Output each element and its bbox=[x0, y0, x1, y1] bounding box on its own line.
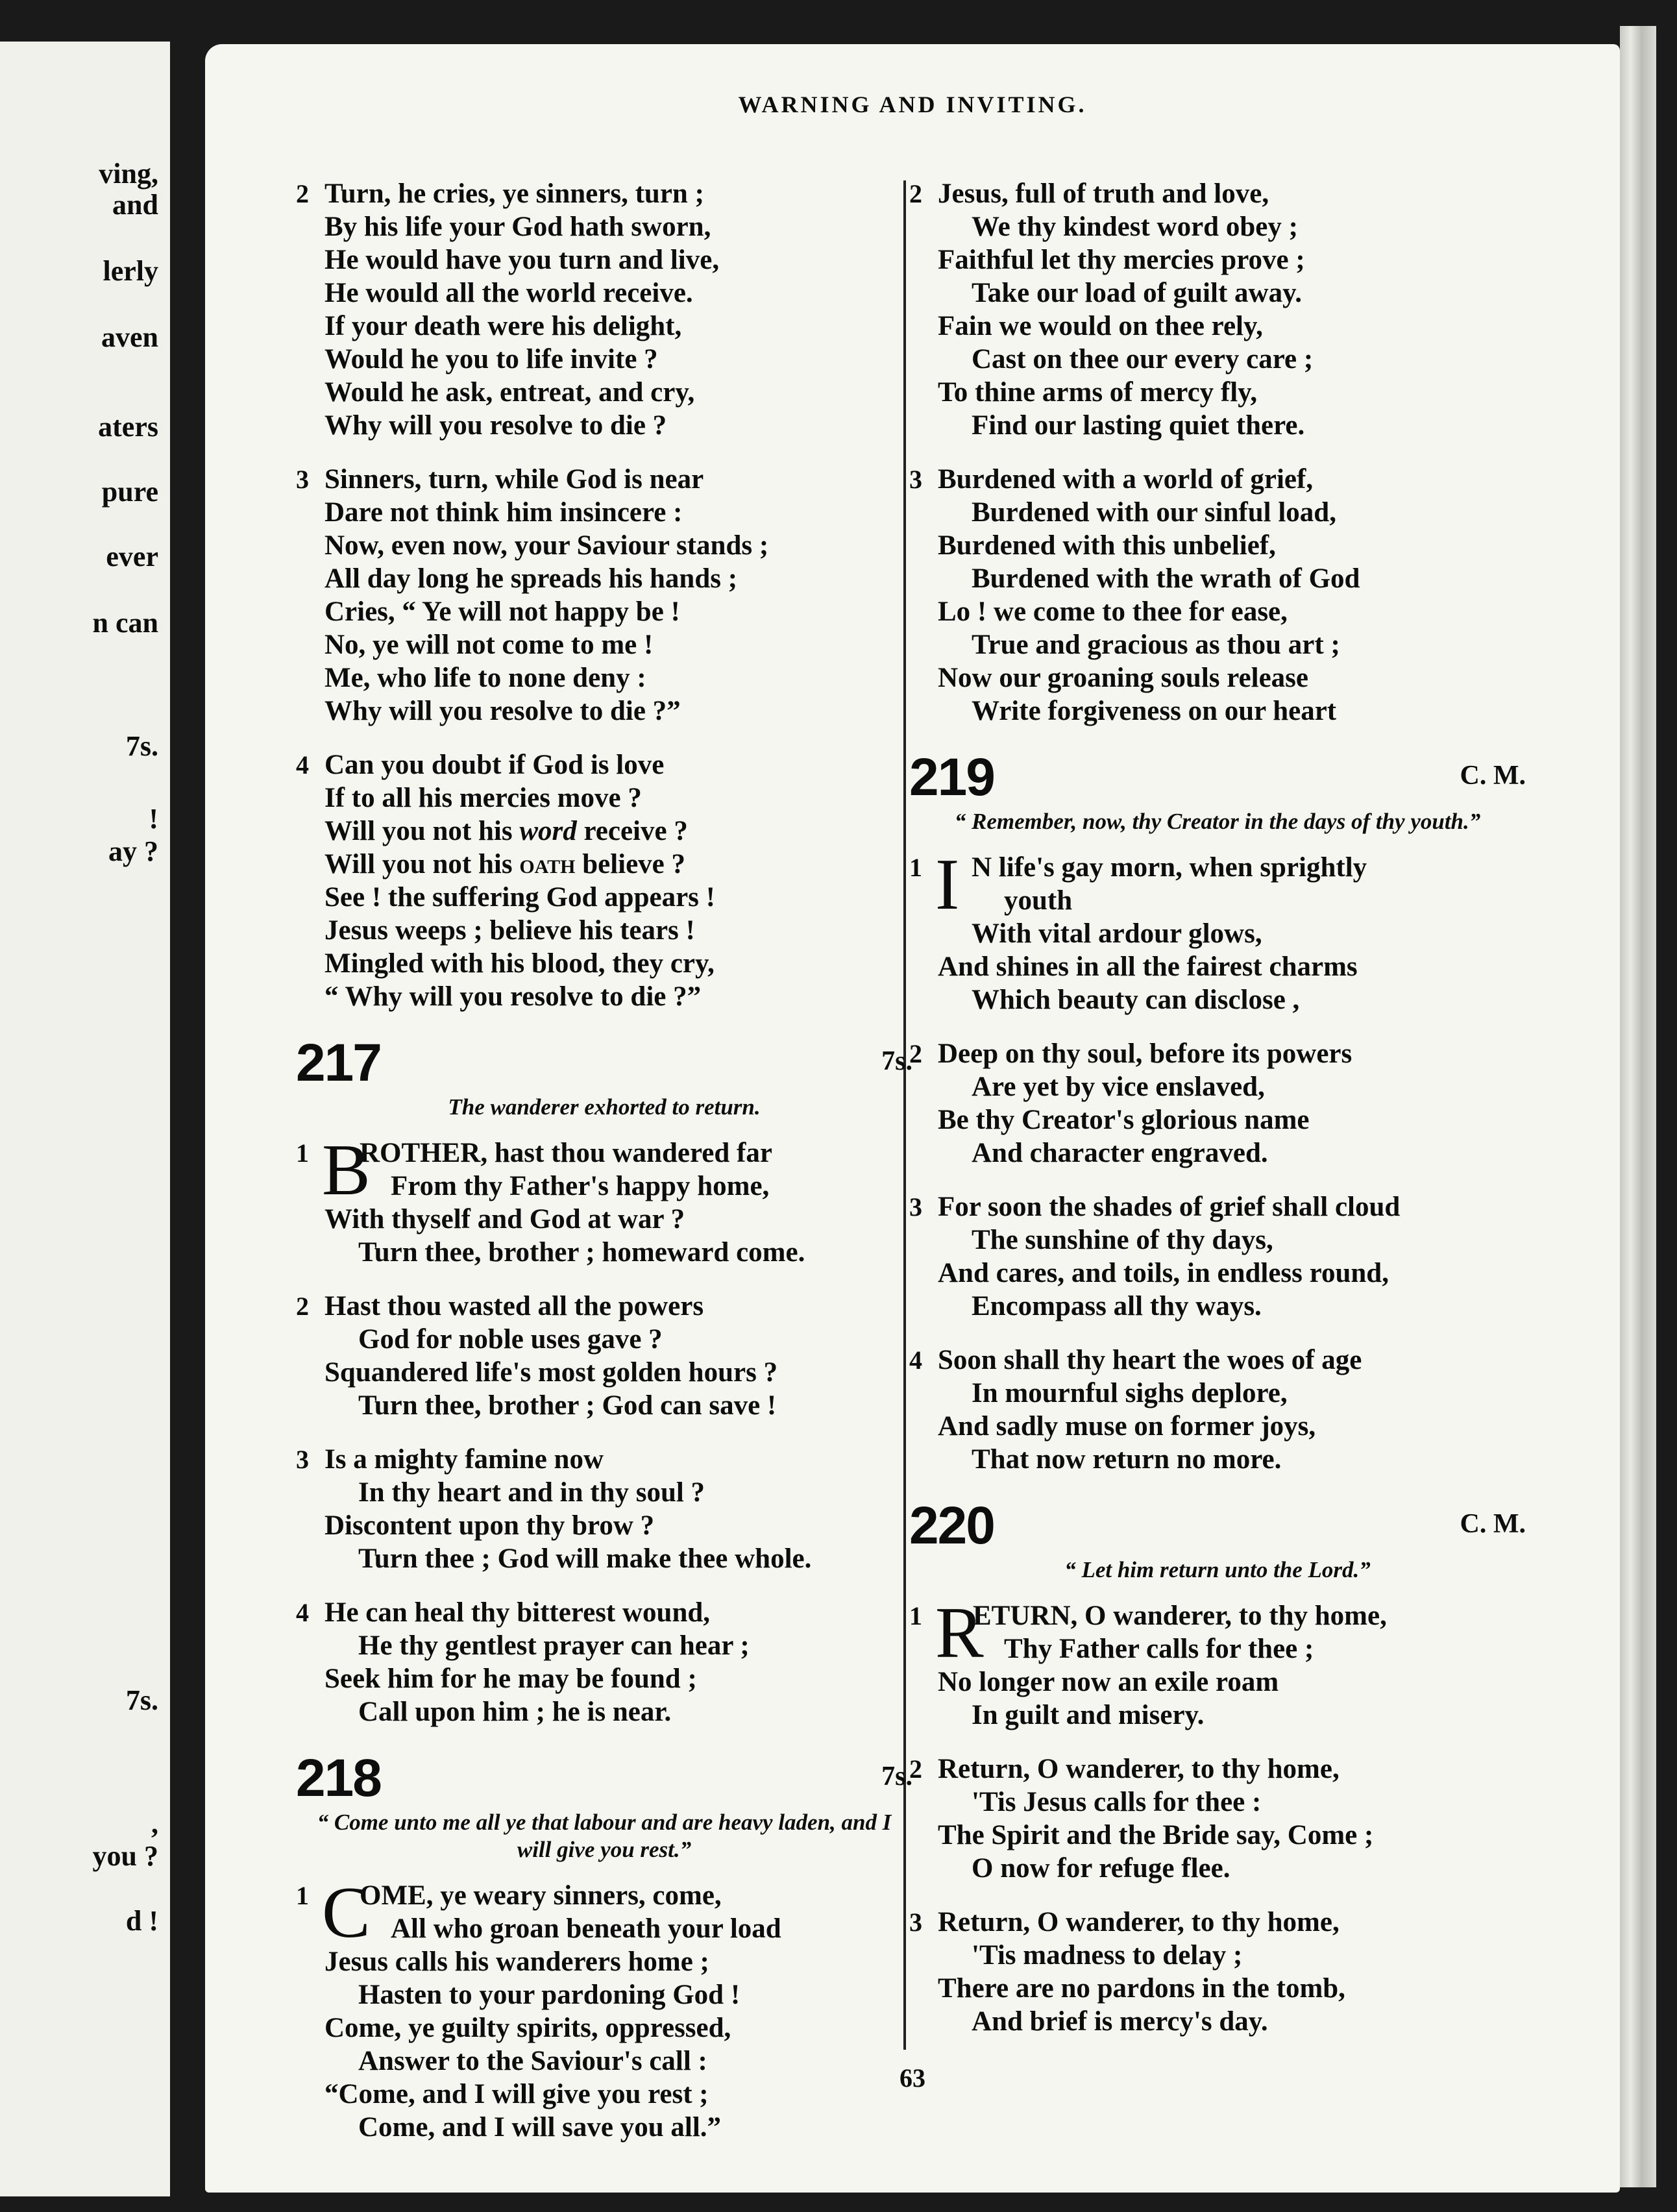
hymn-header bbox=[296, 1034, 912, 1094]
verse-line: Burdened with a world of grief, bbox=[938, 464, 1314, 495]
verse bbox=[909, 844, 1526, 1016]
verse-line: He can heal thy bitterest wound, bbox=[324, 1597, 711, 1628]
verse-line: He would all the world receive. bbox=[324, 278, 693, 308]
verse-line bbox=[296, 815, 912, 848]
hymn-meter: C. M. bbox=[1460, 1509, 1526, 1539]
verse-line: And sadly muse on former joys, bbox=[938, 1411, 1316, 1442]
verse-line: For soon the shades of grief shall cloud bbox=[938, 1192, 1401, 1222]
verse bbox=[909, 1190, 1526, 1323]
verse bbox=[296, 1873, 912, 2144]
verse-line: Fain we would on thee rely, bbox=[938, 311, 1263, 341]
verse-line: “ Why will you resolve to die ?” bbox=[324, 981, 702, 1012]
verse bbox=[909, 1906, 1526, 2038]
verse bbox=[296, 1290, 912, 1422]
verse-line: With thyself and God at war ? bbox=[324, 1204, 685, 1235]
page-edge bbox=[1620, 26, 1656, 2187]
verse bbox=[909, 463, 1526, 728]
running-head: WARNING AND INVITING. bbox=[738, 92, 1087, 117]
verse-line: Lo ! we come to thee for ease, bbox=[938, 596, 1288, 627]
text-run: Will you not his bbox=[324, 816, 520, 846]
verse-line: Burdened with this unbelief, bbox=[938, 530, 1276, 561]
verse-line: Return, O wanderer, to thy home, bbox=[938, 1754, 1340, 1784]
verse-number: 4 bbox=[296, 1598, 309, 1627]
verse-line: By his life your God hath sworn, bbox=[324, 212, 711, 242]
verse-line: Come, and I will save you all.” bbox=[358, 2112, 722, 2143]
fragment-text: aters bbox=[98, 411, 158, 443]
fragment-text: , bbox=[151, 1808, 158, 1839]
hymn-epigraph: “ Come unto me all ye that labour and are heavy laden, and I will give you rest.” bbox=[317, 1810, 892, 1862]
verse-line: ROTHER, hast thou wandered far bbox=[360, 1138, 772, 1168]
fragment-text: ! bbox=[149, 803, 158, 835]
verse-line: Turn, he cries, ye sinners, turn ; bbox=[324, 178, 704, 209]
verse-number: 1 bbox=[296, 1881, 309, 1910]
verse-line: Discontent upon thy brow ? bbox=[324, 1510, 655, 1541]
verse-line: Jesus weeps ; believe his tears ! bbox=[324, 915, 695, 946]
verse-line: Are yet by vice enslaved, bbox=[972, 1072, 1265, 1102]
verse bbox=[296, 1596, 912, 1728]
hymn-meter: C. M. bbox=[1460, 761, 1526, 791]
verse-line: All day long he spreads his hands ; bbox=[324, 563, 738, 594]
verse-line: Can you doubt if God is love bbox=[324, 750, 665, 780]
left-page-fragment bbox=[0, 42, 170, 2196]
verse-line: Burdened with the wrath of God bbox=[972, 563, 1360, 594]
drop-cap: I bbox=[935, 844, 960, 925]
verse-line: God for noble uses gave ? bbox=[358, 1324, 663, 1355]
right-column bbox=[909, 177, 1526, 2059]
verse-line: And character engraved. bbox=[972, 1138, 1268, 1168]
verse-line: No longer now an exile roam bbox=[938, 1667, 1279, 1697]
verse-line: Cries, “ Ye will not happy be ! bbox=[324, 596, 680, 627]
verse-line: Faithful let thy mercies prove ; bbox=[938, 245, 1305, 275]
verse-line: Sinners, turn, while God is near bbox=[324, 464, 704, 495]
verse-line: See ! the suffering God appears ! bbox=[324, 882, 715, 913]
verse bbox=[296, 177, 912, 442]
verse-line: We thy kindest word obey ; bbox=[972, 212, 1298, 242]
verse-line: Hasten to your pardoning God ! bbox=[358, 1980, 741, 2010]
hymn-header bbox=[909, 1497, 1526, 1556]
verse-line: Would he you to life invite ? bbox=[324, 344, 658, 375]
verse-line: Why will you resolve to die ? bbox=[324, 410, 667, 441]
verse-line: OME, ye weary sinners, come, bbox=[360, 1880, 722, 1911]
verse-line: With vital ardour glows, bbox=[972, 918, 1262, 949]
page-number: 63 bbox=[900, 2063, 925, 2093]
verse-line: Take our load of guilt away. bbox=[972, 278, 1302, 308]
verse-line: Encompass all thy ways. bbox=[972, 1291, 1262, 1321]
left-column bbox=[296, 177, 912, 2165]
verse-number: 3 bbox=[296, 1445, 309, 1474]
hymn-epigraph: “ Remember, now, thy Creator in the days of thy youth.” bbox=[954, 809, 1481, 834]
verse-number: 1 bbox=[909, 1601, 922, 1630]
hymn-meter: 7s. bbox=[881, 1046, 912, 1076]
verse-line: “Come, and I will give you rest ; bbox=[324, 2079, 709, 2109]
verse-line: ETURN, O wanderer, to thy home, bbox=[973, 1601, 1387, 1631]
verse-line: From thy Father's happy home, bbox=[391, 1171, 770, 1201]
text-run: believe ? bbox=[575, 849, 686, 879]
verse-line: Turn thee ; God will make thee whole. bbox=[358, 1543, 812, 1574]
hymn-number: 217 bbox=[296, 1033, 381, 1092]
verse-line: All who groan beneath your load bbox=[391, 1913, 781, 1944]
hymnal-page bbox=[205, 44, 1620, 2193]
hymn-number: 219 bbox=[909, 748, 994, 807]
verse bbox=[909, 1752, 1526, 1885]
verse-line: O now for refuge flee. bbox=[972, 1853, 1230, 1884]
fragment-text: and bbox=[112, 189, 158, 221]
verse-line: To thine arms of mercy fly, bbox=[938, 377, 1258, 408]
verse-line bbox=[296, 848, 912, 881]
italic-word: word bbox=[519, 816, 577, 846]
verse-line: N life's gay morn, when sprightly bbox=[972, 852, 1367, 883]
verse-line: Cast on thee our every care ; bbox=[972, 344, 1314, 375]
verse-line: And brief is mercy's day. bbox=[972, 2006, 1268, 2037]
verse-number: 2 bbox=[909, 1754, 922, 1784]
fragment-text: pure bbox=[101, 476, 158, 508]
fragment-text: 7s. bbox=[125, 1684, 158, 1716]
text-run: Will you not his bbox=[324, 849, 520, 879]
verse-line: Thy Father calls for thee ; bbox=[1004, 1634, 1314, 1664]
verse-line: He would have you turn and live, bbox=[324, 245, 720, 275]
verse bbox=[909, 1593, 1526, 1732]
fragment-text: 7s. bbox=[125, 730, 158, 762]
verse-line: Mingled with his blood, they cry, bbox=[324, 948, 715, 979]
verse-line: Answer to the Saviour's call : bbox=[358, 2046, 707, 2076]
verse-line: youth bbox=[1004, 885, 1073, 916]
verse-line: Burdened with our sinful load, bbox=[972, 497, 1336, 528]
verse-number: 2 bbox=[296, 1292, 309, 1321]
verse-line: 'Tis madness to delay ; bbox=[972, 1940, 1243, 1971]
drop-cap: R bbox=[935, 1593, 984, 1673]
verse-line: Find our lasting quiet there. bbox=[972, 410, 1305, 441]
verse-line: Which beauty can disclose , bbox=[972, 985, 1300, 1015]
fragment-text: aven bbox=[101, 321, 158, 353]
verse-line: The sunshine of thy days, bbox=[972, 1225, 1273, 1255]
verse-number: 1 bbox=[296, 1138, 309, 1168]
verse-number: 3 bbox=[909, 465, 922, 494]
verse-line: Seek him for he may be found ; bbox=[324, 1664, 697, 1694]
verse-line: The Spirit and the Bride say, Come ; bbox=[938, 1820, 1374, 1850]
verse-line: Hast thou wasted all the powers bbox=[324, 1291, 704, 1321]
verse-line: Why will you resolve to die ?” bbox=[324, 696, 681, 726]
verse-line: Is a mighty famine now bbox=[324, 1444, 604, 1475]
fragment-text: ay ? bbox=[108, 835, 158, 867]
hymn-meter: 7s. bbox=[881, 1762, 912, 1791]
verse-number: 4 bbox=[909, 1346, 922, 1375]
fragment-text: lerly bbox=[103, 255, 158, 287]
verse-line: No, ye will not come to me ! bbox=[324, 630, 654, 660]
verse-line: Be thy Creator's glorious name bbox=[938, 1105, 1310, 1135]
drop-cap: C bbox=[322, 1873, 371, 1953]
verse-line: True and gracious as thou art ; bbox=[972, 630, 1340, 660]
fragment-text: n can bbox=[92, 607, 158, 639]
verse-line: If to all his mercies move ? bbox=[324, 783, 642, 813]
fragment-text: d ! bbox=[125, 1905, 158, 1937]
verse-line: Jesus calls his wanderers home ; bbox=[324, 1947, 709, 1977]
hymn-number: 220 bbox=[909, 1496, 994, 1555]
verse-line: Would he ask, entreat, and cry, bbox=[324, 377, 695, 408]
verse-line: Turn thee, brother ; God can save ! bbox=[358, 1390, 777, 1421]
verse-line: Me, who life to none deny : bbox=[324, 663, 646, 693]
verse-line: Write forgiveness on our heart bbox=[972, 696, 1337, 726]
verse-line: Come, ye guilty spirits, oppressed, bbox=[324, 2013, 731, 2043]
verse-line: That now return no more. bbox=[972, 1444, 1282, 1475]
verse-line: If your death were his delight, bbox=[324, 311, 682, 341]
smallcaps-word: oath bbox=[519, 849, 576, 879]
verse-line: Return, O wanderer, to thy home, bbox=[938, 1907, 1340, 1937]
fragment-text: ving, bbox=[99, 158, 158, 190]
verse-number: 2 bbox=[909, 1039, 922, 1068]
drop-cap: B bbox=[322, 1130, 371, 1210]
hymn-header bbox=[909, 748, 1526, 808]
verse bbox=[296, 463, 912, 728]
verse-number: 3 bbox=[296, 465, 309, 494]
hymn-header bbox=[296, 1749, 912, 1809]
verse-line: In mournful sighs deplore, bbox=[972, 1378, 1288, 1408]
hymn-epigraph: The wanderer exhorted to return. bbox=[448, 1094, 761, 1120]
verse bbox=[909, 1037, 1526, 1170]
verse-line: Now our groaning souls release bbox=[938, 663, 1308, 693]
verse-number: 3 bbox=[909, 1908, 922, 1937]
verse-line: There are no pardons in the tomb, bbox=[938, 1973, 1345, 2004]
verse-line: Dare not think him insincere : bbox=[324, 497, 683, 528]
verse-number: 4 bbox=[296, 750, 309, 780]
verse-number: 3 bbox=[909, 1192, 922, 1222]
verse-line: Deep on thy soul, before its powers bbox=[938, 1038, 1353, 1069]
verse-line: Squandered life's most golden hours ? bbox=[324, 1357, 778, 1388]
fragment-text: ever bbox=[106, 541, 158, 572]
hymn-number: 218 bbox=[296, 1749, 381, 1808]
verse-number: 1 bbox=[909, 853, 922, 882]
verse-number: 2 bbox=[909, 179, 922, 208]
verse-line: In thy heart and in thy soul ? bbox=[358, 1477, 705, 1508]
verse bbox=[909, 1344, 1526, 1476]
text-run: receive ? bbox=[576, 816, 688, 846]
verse-line: And shines in all the fairest charms bbox=[938, 952, 1358, 982]
verse-number: 2 bbox=[296, 179, 309, 208]
verse-line: And cares, and toils, in endless round, bbox=[938, 1258, 1389, 1288]
verse bbox=[296, 1130, 912, 1269]
verse-line: Soon shall thy heart the woes of age bbox=[938, 1345, 1362, 1375]
verse bbox=[909, 177, 1526, 442]
verse bbox=[296, 1443, 912, 1575]
fragment-text: you ? bbox=[92, 1840, 158, 1872]
hymn-epigraph: “ Let him return unto the Lord.” bbox=[1064, 1557, 1371, 1582]
verse-line: Now, even now, your Saviour stands ; bbox=[324, 530, 769, 561]
verse bbox=[296, 748, 912, 1013]
verse-line: Jesus, full of truth and love, bbox=[938, 178, 1269, 209]
verse-line: 'Tis Jesus calls for thee : bbox=[972, 1787, 1262, 1817]
verse-line: He thy gentlest prayer can hear ; bbox=[358, 1630, 750, 1661]
verse-line: Call upon him ; he is near. bbox=[358, 1697, 672, 1727]
verse-line: Turn thee, brother ; homeward come. bbox=[358, 1237, 805, 1268]
verse-line: In guilt and misery. bbox=[972, 1700, 1205, 1730]
